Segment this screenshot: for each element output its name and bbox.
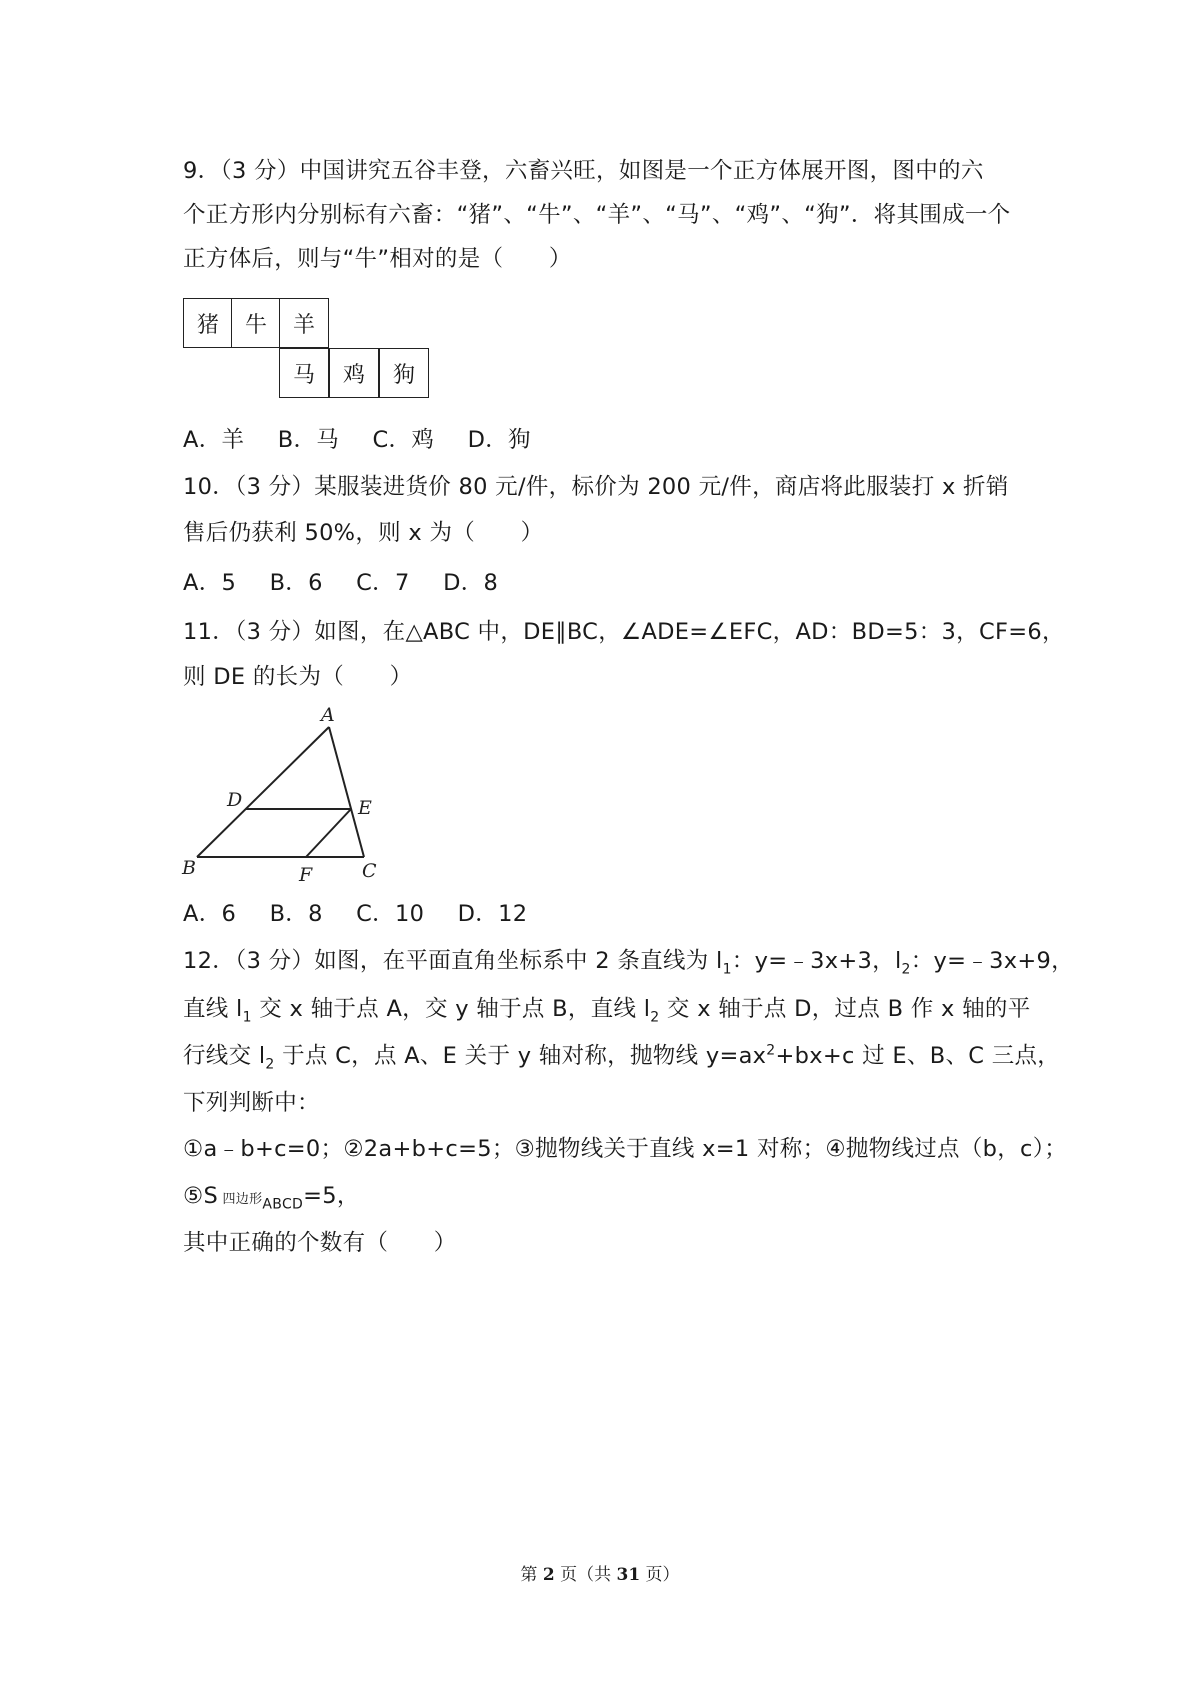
- q9-options: [183, 425, 557, 455]
- segment-ab: [197, 727, 329, 857]
- q12-text-line4: 下列判断中：: [183, 1090, 320, 1116]
- q9-option-d: D．狗: [467, 427, 531, 453]
- label-b: B: [182, 857, 196, 879]
- label-d: D: [227, 789, 243, 811]
- q12-text-line2: 直线 $l_1$ 交 x 轴于点 A，交 y 轴于点 B，直线 $l_2$ 交 x 轴于点 D，过点 B 作 x 轴的平: [183, 996, 1031, 1026]
- q9-option-b: B．马: [277, 427, 340, 453]
- q11-text-line2: 则 DE 的长为（ ）: [183, 664, 413, 690]
- label-f: F: [299, 864, 313, 885]
- q12-text-line3: 行线交 $l_2$ 于点 C，点 A、E 关于 y 轴对称，抛物线 $y=ax^2+bx+c$ 过 E、B、C 三点，: [183, 1042, 1061, 1073]
- q11-text-line1: 11．（3 分）如图，在△ABC 中，DE∥BC，∠ADE=∠EFC，AD：BD=5：3，CF=6，: [183, 619, 1065, 645]
- page-footer: 第 2 页（共 31 页）: [520, 1565, 680, 1585]
- q10-option-c: C．7: [356, 570, 410, 596]
- q9-option-c: C．鸡: [372, 427, 435, 453]
- q12-text-line7: 其中正确的个数有（ ）: [183, 1230, 457, 1256]
- label-a: A: [321, 705, 335, 726]
- cube-cell-sheep: 羊: [279, 298, 329, 348]
- q9-option-a: A．羊: [183, 427, 245, 453]
- triangle-figure: [180, 705, 400, 885]
- q10-option-a: A．5: [183, 570, 237, 596]
- segment-ef: [306, 809, 351, 857]
- cube-cell-chicken: 鸡: [329, 348, 379, 398]
- q12-text-line1: 12．（3 分）如图，在平面直角坐标系中 2 条直线为 $l_1$：y=﹣3x+3，$l_2$：y=﹣3x+9，: [183, 948, 1074, 978]
- q9-text-line1: 9．（3 分）中国讲究五谷丰登，六畜兴旺，如图是一个正方体展开图，图中的六: [183, 158, 984, 184]
- cube-cell-pig: 猪: [183, 298, 233, 348]
- cube-cell-horse: 马: [279, 348, 329, 398]
- q12-text-line5: ①a﹣b+c=0；②2a+b+c=5；③抛物线关于直线 x=1 对称；④抛物线过点（b，c）；: [183, 1136, 1068, 1162]
- segment-ac: [329, 727, 364, 857]
- q11-option-d: D．12: [457, 901, 528, 927]
- q9-text-line3: 正方体后，则与“牛”相对的是（ ）: [183, 246, 572, 272]
- q11-options: [183, 899, 553, 929]
- q10-text-line1: 10．（3 分）某服装进货价 80 元/件，标价为 200 元/件，商店将此服装打 x 折销: [183, 474, 1009, 500]
- q11-option-c: C．10: [356, 901, 425, 927]
- total-pages: 31: [616, 1565, 641, 1585]
- q11-option-b: B．8: [269, 901, 323, 927]
- cube-cell-ox: 牛: [231, 298, 281, 348]
- label-e: E: [358, 797, 372, 819]
- cube-cell-dog: 狗: [379, 348, 429, 398]
- q9-text-line2: 个正方形内分别标有六畜：“猪”、“牛”、“羊”、“马”、“鸡”、“狗”．将其围成一个: [183, 202, 1011, 228]
- cube-net-figure: [183, 298, 443, 408]
- q10-option-b: B．6: [269, 570, 323, 596]
- q12-text-line6: ⑤S 四边形$_{ABCD}$=5，: [183, 1183, 360, 1213]
- q10-options: [183, 568, 524, 598]
- page-number: 2: [542, 1565, 555, 1585]
- q10-text-line2: 售后仍获利 50%，则 x 为（ ）: [183, 520, 544, 546]
- q11-option-a: A．6: [183, 901, 237, 927]
- label-c: C: [362, 860, 377, 882]
- q10-option-d: D．8: [443, 570, 499, 596]
